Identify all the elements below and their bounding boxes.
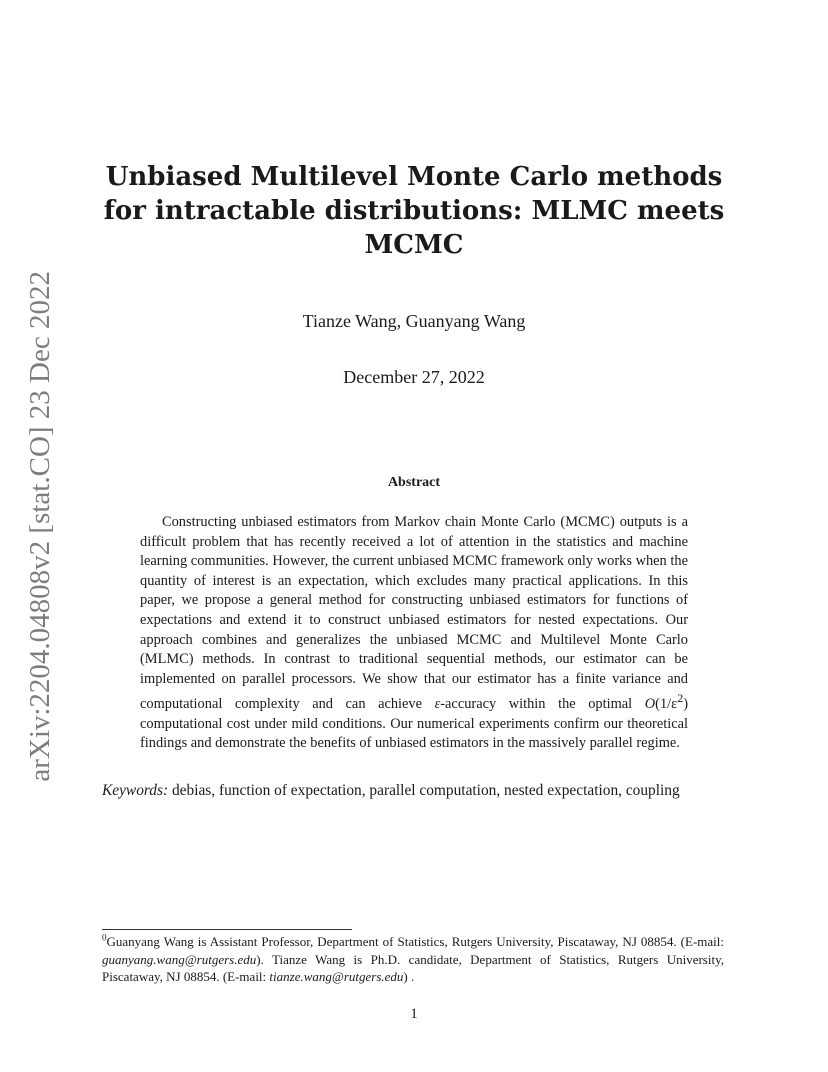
big-o-symbol: O [644, 696, 656, 713]
epsilon-symbol: ε [434, 696, 441, 713]
paper-authors: Tianze Wang, Guanyang Wang [302, 311, 526, 331]
paper-title: Unbiased Multilevel Monte Carlo methods for intractable distributions: MLMC meets MCMC [103, 162, 725, 260]
abstract-text-mid: -accuracy within the optimal [440, 696, 645, 713]
keywords [102, 781, 724, 801]
abstract-text-end: computational cost under mild conditions. Our numerical experiments confirm our theoretical findings and demonstrate the benefits of unbiased estimators in the massively parallel regime. [140, 715, 688, 752]
abstract-heading: Abstract [387, 475, 441, 490]
footnote-text-1: Guanyang Wang is Assistant Professor, Department of Statistics, Rutgers University, Piscataway, NJ 08854. (E-mail: [106, 934, 724, 949]
abstract-text-start: Constructing unbiased estimators from Markov chain Monte Carlo (MCMC) outputs is a difficult problem that has recently received a lot of attention in the statistics and machine learning communities. However, the current unbiased MCMC framework only works when the quantity of interest is an expectation, which excludes many practical applications. In this paper, we propose a general method for constructing unbiased estimators for functions of expectations and extend it to construct unbiased estimators for nested expectations. Our approach combines and generalizes the unbiased MCMC and Multilevel Monte Carlo (MLMC) methods. In contrast to traditional sequential methods, our estimator can be implemented on parallel processors. We show that our estimator has a finite variance and computational complexity and can achieve [140, 514, 688, 713]
keywords-list: debias, function of expectation, parallel computation, nested expectation, coupling [168, 782, 680, 799]
page-number: 1 [410, 1006, 418, 1022]
email-tianze[interactable]: tianze.wang@rutgers.edu [269, 969, 404, 984]
complexity-close: ) [683, 696, 688, 713]
footnote-divider [102, 929, 352, 930]
complexity-exponent: 2 [677, 691, 684, 706]
keywords-label: Keywords: [102, 782, 169, 799]
footnote-text-3: ) . [403, 969, 415, 984]
paper-date: December 27, 2022 [343, 367, 485, 387]
arxiv-identifier-stamp [8, 270, 72, 782]
footnote-mark: 0 [102, 932, 107, 943]
footnote-text-2: ). Tianze Wang is Ph.D. candidate, Department of Statistics, Rutgers University, Piscataway, NJ 08854. (E-mail: [102, 951, 724, 984]
arxiv-identifier-text: arXiv:2204.04808v2 [stat.CO] 23 Dec 2022 [23, 270, 56, 782]
abstract-body [140, 513, 688, 754]
footnote [102, 933, 724, 986]
email-guanyang[interactable]: guanyang.wang@rutgers.edu [102, 951, 257, 967]
complexity-argument: (1/ε [655, 696, 678, 713]
